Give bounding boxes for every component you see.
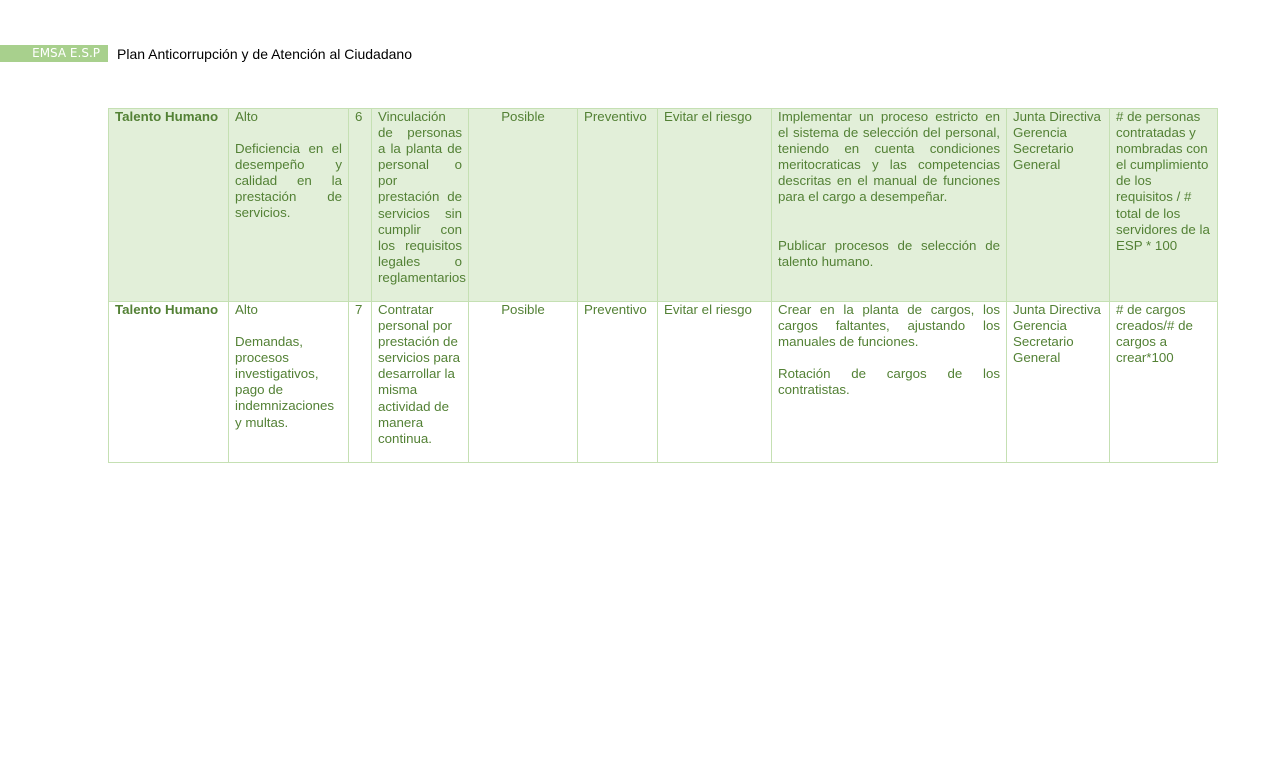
- responsible: Secretario General: [1013, 141, 1074, 173]
- number-cell: 7: [349, 302, 372, 463]
- responsible: Gerencia: [1013, 125, 1067, 141]
- actions-cell: [772, 109, 1007, 302]
- action: Implementar un proceso estricto en el sistema de selección del personal, teniendo en cuenta condiciones meritocraticas y las competencias descritas en el manual de funciones para el cargo a desempeñar.: [778, 109, 1000, 205]
- responsible: Secretario General: [1013, 334, 1074, 366]
- level: Alto: [235, 302, 258, 317]
- responsible-cell: [1007, 109, 1110, 302]
- action: Publicar procesos de selección de talento humano.: [778, 237, 1000, 269]
- treatment-cell: Evitar el riesgo: [658, 109, 772, 302]
- level-consequence-cell: [229, 109, 349, 302]
- control-type-cell: Preventivo: [578, 302, 658, 463]
- indicator-cell: # de personas contratadas y nombradas con el cumplimiento de los requisitos / # total de los servidores de la ESP * 100: [1110, 109, 1218, 302]
- responsible: Gerencia: [1013, 318, 1067, 334]
- control-type-cell: Preventivo: [578, 109, 658, 302]
- action: Crear en la planta de cargos, los cargos faltantes, ajustando los manuales de funciones.: [778, 302, 1000, 350]
- area-cell: Talento Humano: [109, 302, 229, 463]
- risk-cell: Vinculación de personas a la planta de personal o por prestación de servicios sin cumplir con los requisitos legales o reglamentarios: [372, 109, 469, 302]
- level: Alto: [235, 109, 258, 124]
- responsible: Junta Directiva: [1013, 109, 1101, 124]
- action: Rotación de cargos de los contratistas.: [778, 366, 1000, 398]
- probability-cell: Posible: [469, 109, 578, 302]
- area-cell: Talento Humano: [109, 109, 229, 302]
- treatment-cell: Evitar el riesgo: [658, 302, 772, 463]
- risk-table: [108, 108, 1218, 463]
- indicator-cell: # de cargos creados/# de cargos a crear*100: [1110, 302, 1218, 463]
- responsible: Junta Directiva: [1013, 302, 1101, 317]
- company-badge: EMSA E.S.P: [0, 45, 108, 62]
- number-cell: 6: [349, 109, 372, 302]
- table-row: [109, 109, 1218, 302]
- actions-cell: [772, 302, 1007, 463]
- risk-cell: Contratar personal por prestación de servicios para desarrollar la misma actividad de manera continua.: [372, 302, 469, 463]
- consequence: Deficiencia en el desempeño y calidad en la prestación de servicios.: [235, 141, 342, 221]
- document-title: Plan Anticorrupción y de Atención al Ciudadano: [117, 46, 412, 62]
- responsible-cell: [1007, 302, 1110, 463]
- probability-cell: Posible: [469, 302, 578, 463]
- table-row: [109, 302, 1218, 463]
- level-consequence-cell: [229, 302, 349, 463]
- consequence: Demandas, procesos investigativos, pago de indemnizaciones y multas.: [235, 334, 335, 430]
